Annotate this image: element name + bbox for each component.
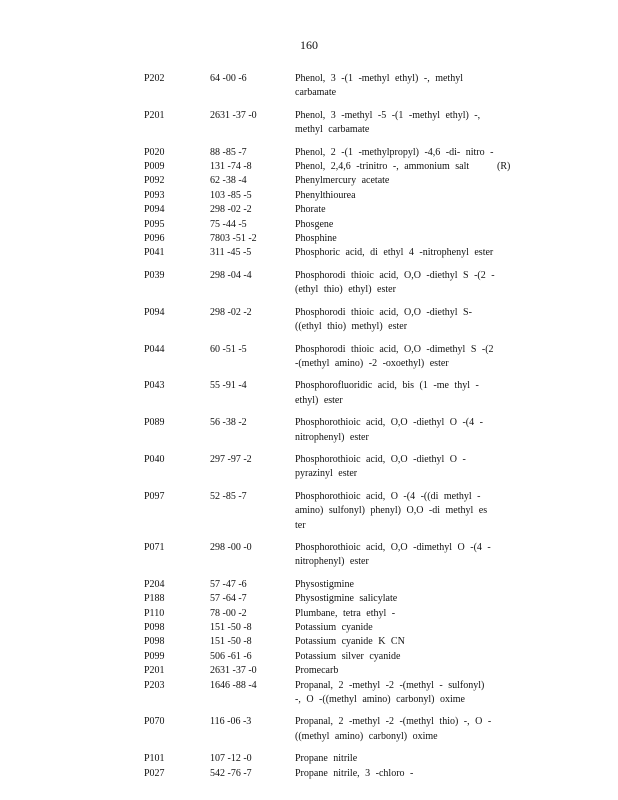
table-row [0,490,618,533]
chemical-name: Phosphorodi thioic acid, O,O -diethyl S -(2 -(ethyl thio) ethyl) ester [295,269,495,296]
table-row [0,72,618,101]
waste-code: P097 [144,490,165,502]
cas-number: 116 -06 -3 [210,716,252,728]
waste-code: P093 [144,189,165,201]
cas-number: 298 -02 -2 [210,306,252,318]
table-row [0,621,618,635]
table-row [0,578,618,592]
cas-number: 131 -74 -8 [210,161,252,173]
table-row [0,664,618,678]
cas-number: 506 -61 -6 [210,650,252,662]
chemical-name: Phosphorofluoridic acid, bis (1 -me thyl - ethyl) ester [295,380,479,406]
waste-code: P098 [144,622,165,633]
cas-number: 62 -38 -4 [210,175,247,187]
cas-number: 52 -85 -7 [210,490,247,502]
chemical-name: Phosphoric acid, di ethyl 4 -nitrophenyl ester [295,247,494,259]
chemical-name: Potassium silver cyanide [295,650,401,662]
chemical-name: Propanal, 2 -methyl -2 -(methyl thio) -, O - ((methyl amino) carbonyl) oxime [295,716,492,742]
table-row [0,541,618,570]
table-row [0,218,618,232]
cas-number: 2631 -37 -0 [210,665,257,677]
table-row [0,203,618,217]
waste-code: P089 [144,417,165,429]
chemical-name: Phosphorothioic acid, O,O -dimethyl O -(4 -nitrophenyl) ester [295,541,491,568]
table-row [0,343,618,372]
cas-number: 75 -44 -5 [210,218,247,230]
waste-code: P094 [144,306,165,318]
table-row [0,679,618,708]
cas-number: 1646 -88 -4 [210,679,257,691]
waste-code: P201 [144,109,165,121]
chemical-name: Phenol, 3 -(1 -methyl ethyl) -, methyl carbamate [295,73,463,99]
cas-number: 56 -38 -2 [210,417,247,429]
waste-code: P203 [144,679,165,691]
page-number: 160 [300,38,318,52]
chemical-name: Phorate [295,204,326,216]
waste-code: P201 [144,665,165,677]
chemical-list-table [0,72,618,781]
waste-code: P202 [144,73,165,84]
table-row [0,109,618,138]
waste-code: P071 [144,541,165,553]
waste-code: P009 [144,161,165,173]
cas-number: 55 -91 -4 [210,380,247,392]
waste-code: P101 [144,753,165,765]
table-row [0,232,618,246]
cas-number: 298 -02 -2 [210,204,252,216]
chemical-name: Phenol, 2 -(1 -methylpropyl) -4,6 -di- nitro - [295,146,494,158]
table-row [0,246,618,260]
cas-number: 297 -97 -2 [210,453,252,465]
hazard-code: (R) [497,161,511,173]
waste-code: P188 [144,593,165,605]
waste-code: P110 [144,607,165,619]
table-row [0,592,618,606]
chemical-name: Physostigmine salicylate [295,593,398,605]
waste-code: P027 [144,767,165,779]
chemical-name: Potassium cyanide [295,622,373,633]
cas-number: 542 -76 -7 [210,767,252,779]
waste-code: P020 [144,146,165,158]
cas-number: 103 -85 -5 [210,189,252,201]
cas-number: 151 -50 -8 [210,636,252,648]
table-row [0,160,618,174]
chemical-name: Phenylthiourea [295,189,356,201]
chemical-name: Phosphorothioic acid, O -(4 -((di methyl - amino) sulfonyl) phenyl) O,O -di methyl es ter [295,490,488,531]
chemical-name: Physostigmine [295,578,354,590]
table-row [0,306,618,335]
waste-code: P039 [144,269,165,281]
chemical-name: Phenol, 2,4,6 -trinitro -, ammonium salt [295,161,470,173]
chemical-name: Phosphorodi thioic acid, O,O -dimethyl S -(2 -(methyl amino) -2 -oxoethyl) ester [295,343,494,369]
table-row [0,650,618,664]
table-row [0,379,618,408]
chemical-name: Phosgene [295,218,334,230]
waste-code: P043 [144,380,165,392]
cas-number: 311 -45 -5 [210,247,252,259]
waste-code: P070 [144,716,165,728]
cas-number: 88 -85 -7 [210,146,247,158]
table-row [0,174,618,188]
table-row [0,189,618,203]
waste-code: P094 [144,204,165,216]
table-row [0,453,618,482]
table-row [0,269,618,298]
waste-code: P099 [144,650,165,662]
cas-number: 57 -64 -7 [210,593,247,605]
chemical-name: Promecarb [295,665,339,677]
table-row [0,416,618,445]
chemical-name: Potassium cyanide K CN [295,636,405,648]
chemical-name: Phosphorothioic acid, O,O -diethyl O - pyrazinyl ester [295,453,466,480]
waste-code: P041 [144,247,165,259]
chemical-name: Plumbane, tetra ethyl - [295,607,396,619]
waste-code: P095 [144,218,165,230]
chemical-name: Phosphorodi thioic acid, O,O -diethyl S- ((ethyl thio) methyl) ester [295,306,472,333]
table-row [0,767,618,781]
cas-number: 151 -50 -8 [210,622,252,633]
cas-number: 7803 -51 -2 [210,233,257,245]
chemical-name: Phenylmercury acetate [295,175,390,187]
cas-number: 298 -04 -4 [210,269,252,281]
cas-number: 64 -00 -6 [210,73,247,84]
table-row [0,752,618,766]
table-row [0,635,618,649]
cas-number: 298 -00 -0 [210,541,252,553]
waste-code: P044 [144,343,165,355]
waste-code: P204 [144,578,165,590]
cas-number: 2631 -37 -0 [210,109,257,121]
table-row [0,607,618,621]
cas-number: 107 -12 -0 [210,753,252,765]
chemical-name: Propane nitrile [295,753,358,765]
chemical-name: Phenol, 3 -methyl -5 -(1 -methyl ethyl) -, methyl carbamate [295,109,481,136]
cas-number: 57 -47 -6 [210,578,247,590]
table-row [0,146,618,160]
table-row [0,715,618,744]
cas-number: 78 -00 -2 [210,607,247,619]
waste-code: P096 [144,233,165,245]
chemical-name: Phosphine [295,233,337,245]
chemical-name: Propanal, 2 -methyl -2 -(methyl - sulfonyl) -, O -((methyl amino) carbonyl) oxime [295,679,485,706]
waste-code: P040 [144,453,165,465]
chemical-name: Phosphorothioic acid, O,O -diethyl O -(4 -nitrophenyl) ester [295,417,483,443]
chemical-name: Propane nitrile, 3 -chloro - [295,767,414,779]
waste-code: P092 [144,175,165,187]
waste-code: P098 [144,636,165,648]
cas-number: 60 -51 -5 [210,343,247,355]
